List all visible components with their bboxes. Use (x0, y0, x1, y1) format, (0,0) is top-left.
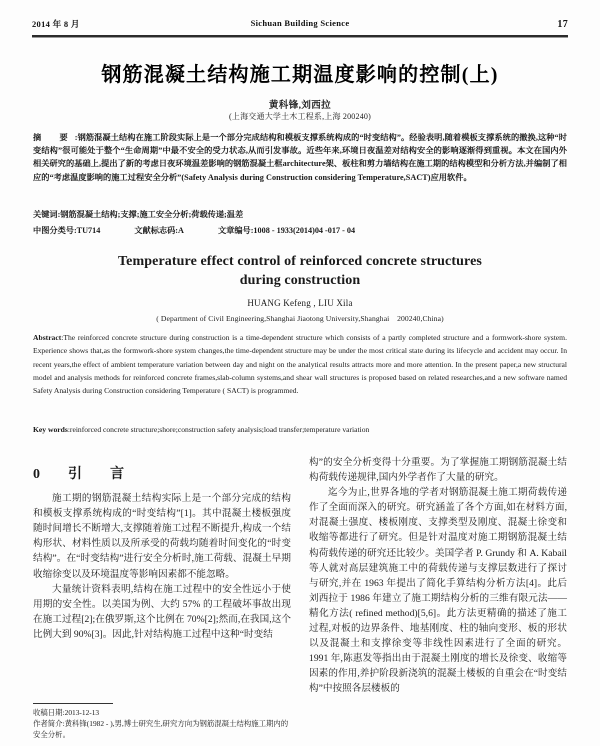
body-column-left (33, 455, 291, 642)
abstract-english-text: :The reinforced concrete structure during construction is a time-dependent structure which consists of a partly completed structure and a formwork-shore system. Experience shows that,as the formwork-shore system changes,the time-dependent structure may be under the most critical state during its lifecycle and accident may occur. In recent years,the effect of ambient temperature variation between day and night on the analytical results attracts more and more attention. In the present paper,a new structural model and analysis methods for reinforced concrete frames,slab-column systems,and shear wall structures is proposed based on related researches,and a new software named Safety Analysis during Construction considering Temperature ( SACT) is programmed. (33, 333, 567, 396)
authors-english: HUANG Kefeng , LIU Xila (247, 298, 353, 308)
article-id-label: 文章编号 (217, 226, 251, 235)
title-english (55, 252, 545, 290)
document-code-label: 文献标志码 (134, 226, 176, 235)
clc-value: :TU714 (73, 226, 101, 235)
running-head (32, 18, 568, 34)
clc-number (33, 225, 100, 236)
abstract-english-label: Abstract (33, 333, 62, 342)
keywords-chinese-text: :钢筋混凝土结构;支撑;施工安全分析;荷载传递;温差 (57, 210, 244, 219)
running-head-journal-name: Sichuan Building Science (250, 18, 350, 28)
keywords-chinese (33, 209, 567, 221)
keywords-english-text: :reinforced concrete structure;shore;construction safety analysis;load transfer;temperature variation (67, 425, 370, 434)
header-divider-rule (32, 35, 568, 37)
keywords-chinese-label: 关键词 (33, 210, 58, 219)
affiliation-chinese: (上海交通大学土木工程系,上海 200240) (229, 112, 371, 121)
page-number: 17 (557, 19, 568, 30)
clc-label: 中图分类号 (33, 226, 74, 235)
received-date-value: :2013-12-13 (62, 708, 100, 717)
authors-chinese: 黄科锋,刘西拉 (268, 101, 332, 111)
author-bio (33, 719, 291, 741)
abstract-chinese-text: :钢筋混凝土结构在施工阶段实际上是一个部分完成结构和模板支撑系统构成的“时变结构”。经验表明,随着模板支撑系统的撤换,这种“时变结构”很可能处于整个“生命周期”中最不安全的受力状态,从而引发事故。近些年来,环境日夜温差对结构安全的影响逐渐得到重视。本文在国内外相关研究的基础上,提出了新的考虑日夜环境温差影响的钢筋混凝土框architecture架、板柱和剪力墙结构在施工期的结构模型和分析方法,并编制了相应的“考虑温度影响的施工过程安全分析”(Safety Analysis during Construction considering Temperature,SACT)应用软件。 (33, 133, 567, 182)
article-id (218, 225, 355, 236)
running-head-date: 2014 年 8 月 (32, 19, 80, 29)
footnote-block (33, 703, 291, 740)
abstract-chinese-label: 摘 要 (33, 133, 73, 142)
title-english-line1: Temperature effect control of reinforced concrete structures (118, 254, 482, 269)
title-english-line2: during construction (239, 273, 361, 288)
author-bio-value: :黄科锋(1982 - ),男,博士研究生,研究方向为钢筋混凝土结构施工期内的安全分析。 (33, 718, 289, 739)
abstract-english (33, 331, 567, 397)
author-bio-label: 作者简介 (33, 718, 63, 728)
paragraph: 迄今为止,世界各地的学者对钢筋混凝土施工期荷载传递作了全面而深入的研究。研究涵盖了各个方面,如在材料方面,对混凝土强度、楼板刚度、支撑类型及刚度、混凝土徐变和收缩等都进行了研究。但是针对温度对施工期钢筋混凝土结构荷载传递的研究还比较少。美国学者 P. Grundy 和 A. Kabail 等人就对高层建筑施工中的荷载传递与支撑层数进行了探讨与研究,并在 1963 年提出了简化手算结构分析方法[4]。此后刘西拉于 1986 年建立了施工期结构分析的三维有限元法——精化方法( refined method)[5,6]。此方法更精确的描述了施工过程,对板的边界条件、地基刚度、柱的轴向变形、板的形状以及混凝土和支撑徐变等非线性因素进行了全面的研究。1991 年,陈惠发等指出由于混凝土刚度的增长及徐变、收缩等因素的作用,养护阶段新浇筑的混凝土楼板的自重会在“时变结构”中按照各层楼板的 (309, 487, 567, 695)
paragraph: 大量统计资料表明,结构在施工过程中的安全性远小于使用期的安全性。以美国为例、大约 57% 的工程破坏事故出现在施工过程[2];在俄罗斯,这个比例在 70%[2];然而,在我国,这个比例大到 90%[3]。因此,针对结构施工过程中这种“时变结 (33, 583, 291, 640)
received-date-label: 收稿日期 (33, 708, 63, 717)
body-column-right (309, 455, 567, 697)
paragraph: 施工期的钢筋混凝土结构实际上是一个部分完成的结构和模板支撑系统构成的“时变结构”[1]。其中混凝土楼板强度随时间增长不断增大,支撑随着施工过程不断提升,构成一个结构形状、材料性质以及所承受的荷载均随着时间变化的“时变结构”。在“时变结构”进行安全分析时,施工荷载、混凝土早期收缩徐变以及环境温度等影响因素都不能忽略。 (33, 493, 291, 580)
article-id-value: :1008 - 1933(2014)04 -017 - 04 (250, 226, 356, 235)
keywords-english (33, 424, 567, 436)
page-title: 钢筋混凝土结构施工期温度影响的控制(上) (101, 64, 499, 86)
keywords-english-label: Key words (33, 425, 68, 434)
document-code-value: :A (175, 226, 184, 235)
classification-line (33, 225, 567, 236)
document-code (134, 225, 184, 236)
affiliation-english: ( Department of Civil Engineering,Shanghai Jiaotong University,Shanghai 200240,China) (156, 314, 444, 323)
section-heading-introduction: 0 引 言 (33, 467, 131, 482)
footnote-divider-rule (33, 703, 113, 704)
paragraph: 构”的安全分析变得十分重要。为了掌握施工期钢筋混凝土结构荷载传递规律,国内外学者作了大量的研究。 (309, 457, 567, 484)
received-date (33, 708, 291, 719)
abstract-chinese (33, 131, 567, 184)
